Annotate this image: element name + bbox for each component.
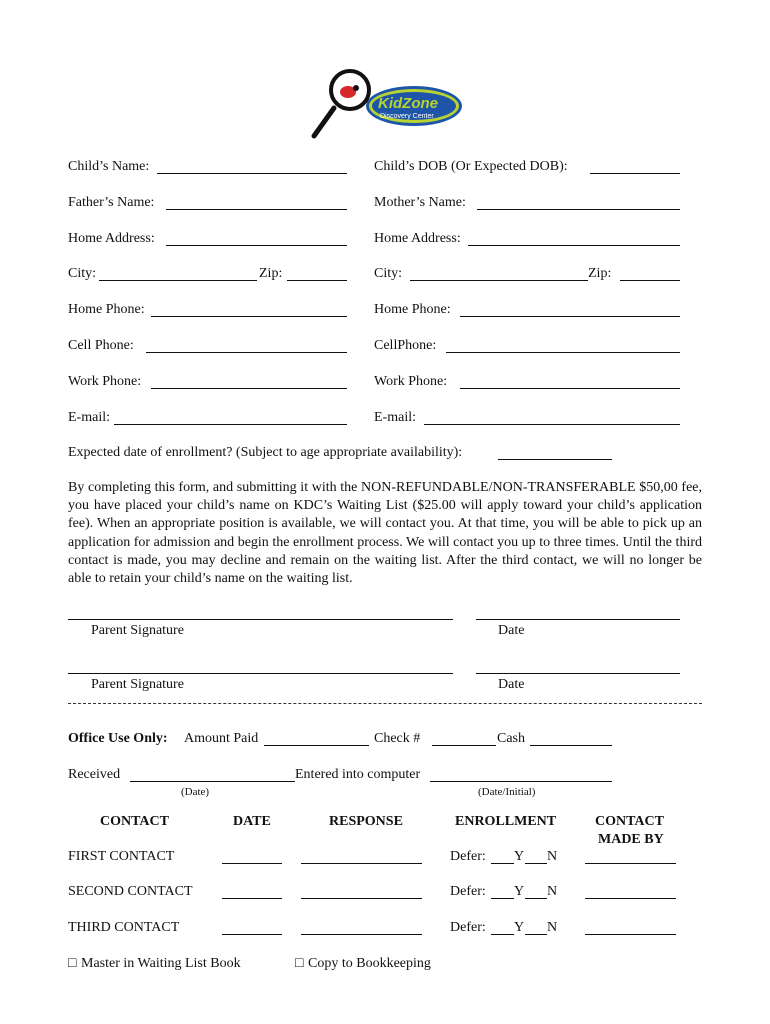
mother-name-label: Mother’s Name: [374,195,466,210]
first-contact-made-by[interactable] [585,863,676,864]
first-contact-label: FIRST CONTACT [68,849,175,864]
home-address-label-right: Home Address: [374,231,461,246]
date-label-2: Date [498,677,525,692]
third-contact-no-field[interactable] [525,934,547,935]
child-dob-field[interactable] [590,173,680,174]
master-checkbox[interactable]: □ [68,956,77,971]
kidzone-logo [308,68,464,140]
work-phone-field-left[interactable] [151,388,347,389]
expected-enrollment-label: Expected date of enrollment? (Subject to age appropriate availability): [68,445,463,460]
date-hint: (Date) [181,786,210,798]
home-phone-field-left[interactable] [151,316,347,317]
logo-name: KidZone [378,95,438,112]
header-made-by: MADE BY [598,832,664,847]
logo-sub: Discovery Center [380,113,434,120]
cell-phone-label-right: CellPhone: [374,338,437,353]
header-response: RESPONSE [329,814,403,829]
first-contact-no-field[interactable] [525,863,547,864]
zip-field-left[interactable] [287,280,347,281]
zip-label-right: Zip: [588,266,612,281]
third-contact-date[interactable] [222,934,282,935]
home-address-label-left: Home Address: [68,231,155,246]
header-contact-made: CONTACT [595,814,664,829]
header-contact: CONTACT [100,814,169,829]
expected-enrollment-field[interactable] [498,459,612,460]
received-field[interactable] [130,781,295,782]
cash-field[interactable] [530,745,612,746]
date-line-2[interactable] [476,673,680,674]
date-initial-hint: (Date/Initial) [478,786,536,798]
email-label-left: E-mail: [68,410,110,425]
cell-phone-field-left[interactable] [146,352,347,353]
second-contact-defer-label: Defer: [450,884,486,899]
entered-field[interactable] [430,781,612,782]
dashed-divider [68,703,702,704]
email-label-right: E-mail: [374,410,416,425]
date-label-1: Date [498,623,525,638]
received-label: Received [68,767,121,782]
mother-name-field[interactable] [477,209,680,210]
father-name-field[interactable] [166,209,347,210]
third-contact-response[interactable] [301,934,422,935]
work-phone-field-right[interactable] [460,388,680,389]
master-checkbox-label: Master in Waiting List Book [81,956,241,971]
home-address-field-right[interactable] [468,245,680,246]
third-contact-no: N [547,920,558,935]
first-contact-yes: Y [514,849,525,864]
second-contact-yes-field[interactable] [491,898,514,899]
check-field[interactable] [432,745,496,746]
second-contact-date[interactable] [222,898,282,899]
email-field-left[interactable] [114,424,347,425]
first-contact-date[interactable] [222,863,282,864]
header-enrollment: ENROLLMENT [455,814,557,829]
father-name-label: Father’s Name: [68,195,155,210]
entered-label: Entered into computer [295,767,421,782]
amount-paid-field[interactable] [264,745,369,746]
parent-signature-line-1[interactable] [68,619,453,620]
child-name-field[interactable] [157,173,347,174]
city-field-right[interactable] [410,280,588,281]
home-phone-label-left: Home Phone: [68,302,145,317]
child-dob-label: Child’s DOB (Or Expected DOB): [374,159,568,174]
parent-signature-line-2[interactable] [68,673,453,674]
third-contact-made-by[interactable] [585,934,676,935]
first-contact-yes-field[interactable] [491,863,514,864]
third-contact-yes-field[interactable] [491,934,514,935]
city-field-left[interactable] [99,280,257,281]
second-contact-made-by[interactable] [585,898,676,899]
parent-signature-label-1: Parent Signature [91,623,184,638]
second-contact-no: N [547,884,558,899]
waiting-list-terms: By completing this form, and submitting it with the NON-REFUNDABLE/NON-TRANSFERABLE $50,00 fee, you have placed your child’s name on KDC’s Waiting List ($25.00 will apply toward your child’s application fee). When an appropriate position is available, we will contact you. At that time, you will be able to pick up an application for admission and begin the enrollment process. We will contact you up to three times. Until the third contact is made, you may decline and remain on the waiting list. After the third contact, we will no longer be able to retain your child’s name on the waiting list. [68,480,702,587]
third-contact-defer-label: Defer: [450,920,486,935]
second-contact-no-field[interactable] [525,898,547,899]
email-field-right[interactable] [424,424,680,425]
zip-label-left: Zip: [259,266,283,281]
city-label-left: City: [68,266,97,281]
office-use-label: Office Use Only: [68,731,168,746]
copy-checkbox-label: Copy to Bookkeeping [308,956,431,971]
third-contact-label: THIRD CONTACT [68,920,180,935]
work-phone-label-right: Work Phone: [374,374,448,389]
parent-signature-label-2: Parent Signature [91,677,184,692]
zip-field-right[interactable] [620,280,680,281]
first-contact-response[interactable] [301,863,422,864]
copy-checkbox[interactable]: □ [295,956,304,971]
check-label: Check # [374,731,421,746]
first-contact-no: N [547,849,558,864]
cash-label: Cash [497,731,525,746]
header-date: DATE [233,814,271,829]
work-phone-label-left: Work Phone: [68,374,142,389]
home-phone-field-right[interactable] [460,316,680,317]
third-contact-yes: Y [514,920,525,935]
first-contact-defer-label: Defer: [450,849,486,864]
second-contact-yes: Y [514,884,525,899]
cell-phone-field-right[interactable] [446,352,680,353]
home-phone-label-right: Home Phone: [374,302,451,317]
second-contact-label: SECOND CONTACT [68,884,193,899]
second-contact-response[interactable] [301,898,422,899]
child-name-label: Child’s Name: [68,159,150,174]
amount-paid-label: Amount Paid [184,731,259,746]
home-address-field-left[interactable] [166,245,347,246]
city-label-right: City: [374,266,403,281]
date-line-1[interactable] [476,619,680,620]
cell-phone-label-left: Cell Phone: [68,338,134,353]
